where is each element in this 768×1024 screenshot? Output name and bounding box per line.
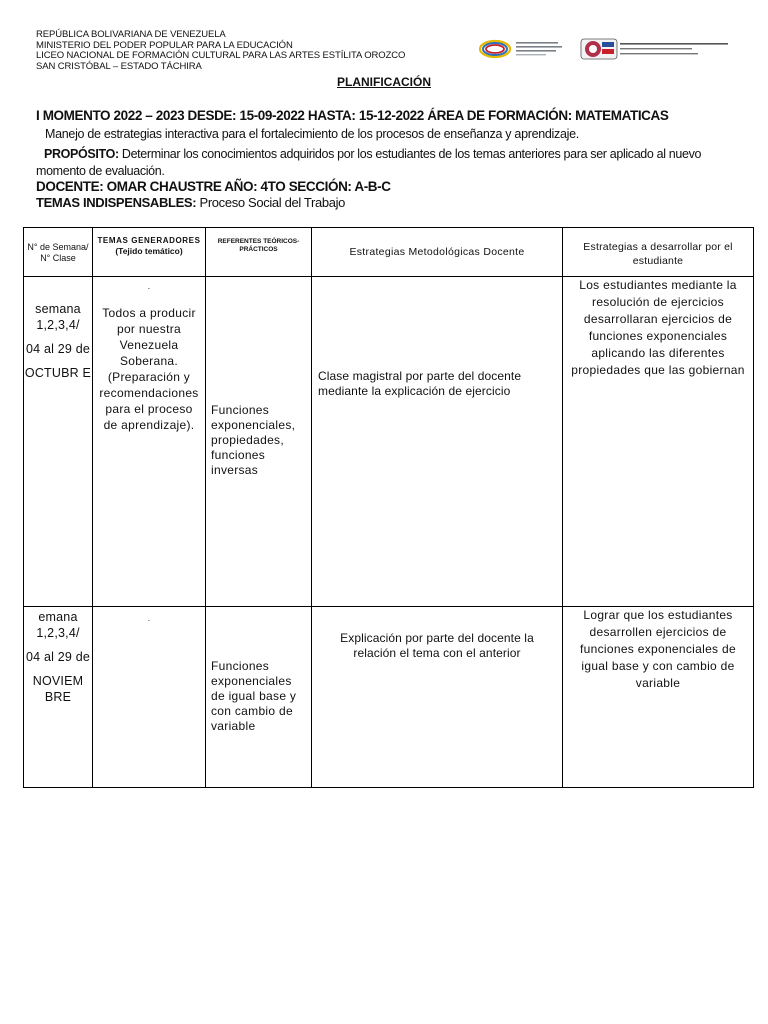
referente-cell bbox=[206, 607, 312, 788]
student-strategy-text: Lograr que los estudiantes desarrollen ejercicios de funciones exponenciales de igual base y con cambio de variable bbox=[580, 608, 736, 690]
referente-text: Funciones exponenciales de igual base y con cambio de variable bbox=[211, 659, 297, 733]
week-cell bbox=[24, 277, 93, 607]
momento-line: I MOMENTO 2022 – 2023 DESDE: 15-09-2022 HASTA: 15-12-2022 ÁREA DE FORMACIÓN: MATEMATICAS bbox=[36, 108, 669, 123]
table-row bbox=[24, 277, 754, 607]
table-header-row bbox=[24, 228, 754, 277]
temas-text: Proceso Social del Trabajo bbox=[196, 195, 346, 210]
header-generadores bbox=[93, 228, 206, 277]
planning-table bbox=[23, 227, 754, 788]
week-dates: 04 al 29 de bbox=[25, 650, 91, 664]
docente-line: DOCENTE: OMAR CHAUSTRE AÑO: 4TO SECCIÓN: A-B-C bbox=[36, 179, 391, 194]
header-generadores-title: TEMAS GENERADORES bbox=[97, 236, 201, 245]
manejo-line: Manejo de estrategias interactiva para el fortalecimiento de los procesos de enseñanza y aprendizaje. bbox=[45, 127, 579, 141]
week-month: OCTUBR E bbox=[24, 366, 92, 380]
week-month: NOVIEM BRE bbox=[32, 674, 84, 704]
header-referentes: REFERENTES TEÓRICOS-PRÁCTICOS bbox=[206, 228, 312, 277]
referente-text: Funciones exponenciales, propiedades, funciones inversas bbox=[211, 403, 296, 477]
referente-cell bbox=[206, 277, 312, 607]
proposito-text: Determinar los conocimientos adquiridos por los estudiantes de los temas anteriores para ser aplicado al nuevo momento de evaluación. bbox=[36, 147, 702, 178]
docente-strategy-cell bbox=[312, 277, 563, 607]
header-line-1: REPÚBLICA BOLIVARIANA DE VENEZUELA bbox=[36, 29, 226, 40]
institution-header bbox=[36, 30, 405, 72]
proposito-paragraph bbox=[36, 146, 751, 180]
header-line-2: MINISTERIO DEL PODER POPULAR PARA LA EDUCACIÓN bbox=[36, 39, 293, 51]
header-line-4: SAN CRISTÓBAL – ESTADO TÁCHIRA bbox=[36, 60, 202, 72]
document-title: PLANIFICACIÓN bbox=[337, 75, 431, 89]
generador-cell bbox=[93, 607, 206, 788]
docente-strategy-text: Clase magistral por parte del docente mediante la explicación de ejercicio bbox=[318, 369, 522, 398]
header-line-3: LICEO NACIONAL DE FORMACIÓN CULTURAL PARA LAS ARTES ESTÍLITA OROZCO bbox=[36, 50, 406, 61]
temas-line bbox=[36, 195, 345, 210]
header-estrategias-docente: Estrategias Metodológicas Docente bbox=[312, 228, 563, 277]
school-logo-icon bbox=[580, 36, 740, 62]
header-generadores-sub: (Tejido temático) bbox=[115, 246, 183, 256]
student-strategy-cell bbox=[563, 277, 754, 607]
week-label: emana 1,2,3,4/ bbox=[36, 610, 80, 640]
week-label: semana 1,2,3,4/ bbox=[35, 302, 81, 332]
ministry-logo-icon bbox=[478, 36, 578, 62]
header-week: N° de Semana/ N° Clase bbox=[24, 228, 93, 277]
temas-label: TEMAS INDISPENSABLES: bbox=[36, 195, 197, 210]
proposito-label: PROPÓSITO: bbox=[44, 147, 119, 161]
generador-dot: . bbox=[147, 281, 151, 291]
docente-strategy-cell bbox=[312, 607, 563, 788]
week-cell bbox=[24, 607, 93, 788]
docente-strategy-text: Explicación por parte del docente la relación el tema con el anterior bbox=[340, 631, 534, 660]
table-row bbox=[24, 607, 754, 788]
generador-text: Todos a producir por nuestra Venezuela Soberana. (Preparación y recomendaciones para el proceso de aprendizaje). bbox=[99, 306, 199, 432]
generador-dot: . bbox=[147, 613, 151, 623]
student-strategy-text: Los estudiantes mediante la resolución de ejercicios desarrollaran ejercicios de funciones exponenciales aplicando las diferentes propiedades que las gobiernan bbox=[571, 278, 745, 377]
week-dates: 04 al 29 de bbox=[25, 342, 91, 356]
student-strategy-cell bbox=[563, 607, 754, 788]
header-estrategias-estudiante: Estrategias a desarrollar por el estudiante bbox=[563, 228, 754, 277]
generador-cell bbox=[93, 277, 206, 607]
